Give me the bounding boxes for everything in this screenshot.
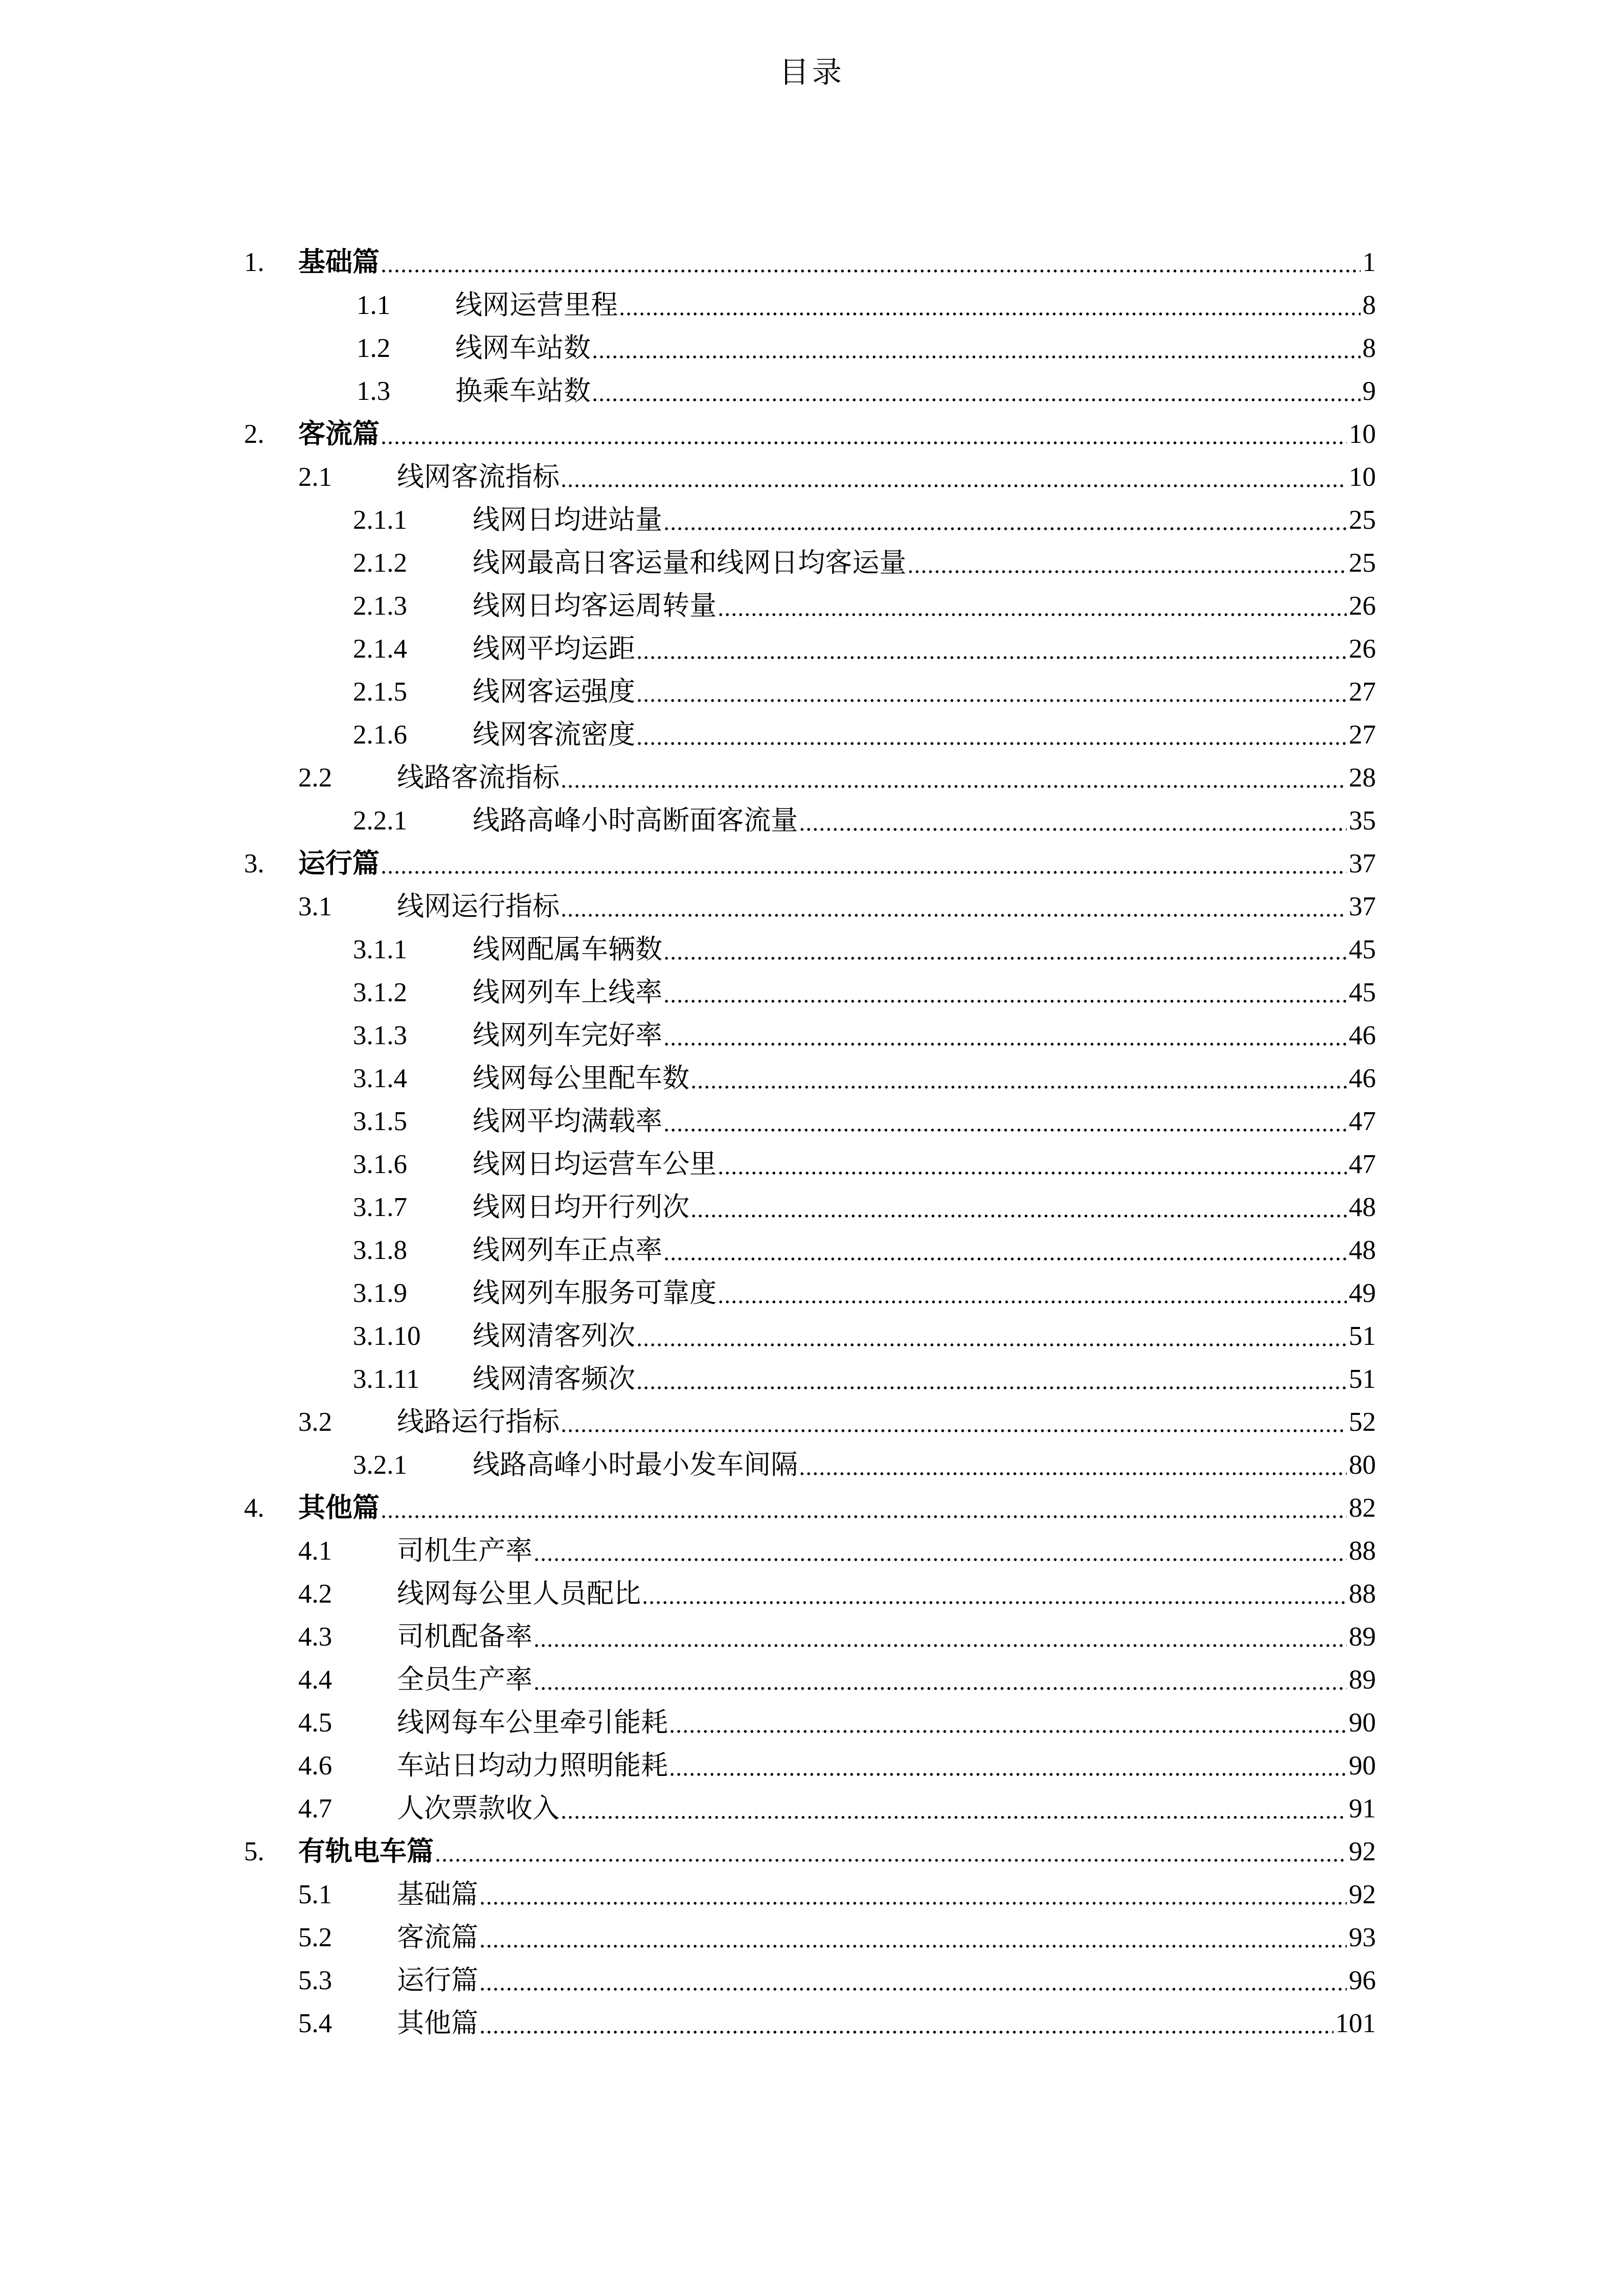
toc-entry-title: 线网列车服务可靠度 — [473, 1278, 717, 1308]
dot-leader — [561, 1401, 1347, 1444]
dot-leader — [663, 1229, 1347, 1272]
toc-entry-number: 5.1 — [298, 1880, 332, 1909]
toc-entry[interactable] — [0, 928, 1376, 971]
toc-entry-number: 3.2.1 — [353, 1450, 407, 1480]
toc-entry-title: 运行篇 — [298, 849, 380, 879]
toc-entry[interactable] — [0, 1143, 1376, 1186]
toc-entry-number: 3.1 — [298, 892, 332, 921]
toc-entry-number: 1. — [244, 247, 264, 277]
toc-entry-page: 9 — [1362, 376, 1376, 406]
toc-entry-title: 线网清客列次 — [473, 1321, 635, 1351]
toc-entry-title: 线网列车上线率 — [473, 978, 662, 1007]
dot-leader — [636, 1315, 1347, 1358]
toc-entry[interactable] — [0, 885, 1376, 928]
toc-entry-page: 47 — [1349, 1150, 1376, 1179]
dot-leader — [799, 799, 1347, 842]
toc-entry-page: 80 — [1349, 1450, 1376, 1480]
toc-entry-number: 3.1.7 — [353, 1192, 407, 1222]
toc-entry-page: 28 — [1349, 763, 1376, 793]
toc-entry-page: 88 — [1349, 1536, 1376, 1566]
dot-leader — [381, 241, 1361, 284]
toc-entry-number: 2.1.6 — [353, 720, 407, 750]
toc-entry[interactable] — [0, 1401, 1376, 1444]
dot-leader — [663, 928, 1347, 971]
toc-entry-number: 3. — [244, 849, 264, 879]
dot-leader — [381, 413, 1347, 456]
toc-entry-number: 3.2 — [298, 1407, 332, 1437]
toc-entry-title: 线网运行指标 — [397, 892, 560, 921]
toc-entry-page: 25 — [1349, 548, 1376, 578]
toc-entry-title: 客流篇 — [298, 419, 380, 449]
toc-entry-number: 4. — [244, 1493, 264, 1523]
toc-entry-number: 3.1.3 — [353, 1021, 407, 1050]
toc-entry-page: 52 — [1349, 1407, 1376, 1437]
toc-entry-page: 48 — [1349, 1235, 1376, 1265]
toc-entry-page: 25 — [1349, 505, 1376, 535]
dot-leader — [479, 1873, 1347, 1916]
toc-entry-title: 司机配备率 — [397, 1622, 532, 1652]
toc-entry-title: 其他篇 — [397, 2009, 478, 2038]
dot-leader — [561, 1787, 1347, 1830]
toc-entry[interactable] — [0, 1444, 1376, 1487]
toc-entry-number: 4.1 — [298, 1536, 332, 1566]
toc-entry-page: 37 — [1349, 892, 1376, 921]
toc-entry-number: 4.3 — [298, 1622, 332, 1652]
toc-entry-page: 37 — [1349, 849, 1376, 879]
toc-entry-number: 5.3 — [298, 1966, 332, 1995]
toc-entry-number: 4.7 — [298, 1794, 332, 1824]
toc-entry-title: 线网车站数 — [455, 333, 591, 363]
dot-leader — [663, 1014, 1347, 1057]
toc-entry[interactable] — [0, 284, 1376, 327]
toc-entry-page: 45 — [1349, 935, 1376, 964]
toc-entry-title: 线路高峰小时高断面客流量 — [473, 806, 798, 836]
toc-entry-number: 2.1 — [298, 462, 332, 492]
dot-leader — [381, 842, 1347, 885]
toc-entry[interactable] — [0, 670, 1376, 713]
toc-entry-page: 51 — [1349, 1364, 1376, 1394]
dot-leader — [561, 456, 1347, 499]
toc-entry-title: 线网每公里配车数 — [473, 1064, 689, 1093]
toc-entry-page: 46 — [1349, 1064, 1376, 1093]
dot-leader — [691, 1186, 1347, 1229]
table-of-contents — [0, 241, 1376, 2045]
toc-entry[interactable] — [0, 842, 1376, 885]
toc-entry-title: 线网列车完好率 — [473, 1021, 662, 1050]
toc-entry[interactable] — [0, 1701, 1376, 1744]
toc-entry-title: 运行篇 — [397, 1966, 478, 1995]
toc-entry-title: 车站日均动力照明能耗 — [397, 1751, 668, 1781]
toc-entry[interactable] — [0, 1487, 1376, 1529]
toc-entry-number: 2.1.1 — [353, 505, 407, 535]
toc-entry[interactable] — [0, 1572, 1376, 1615]
toc-entry-number: 3.1.9 — [353, 1278, 407, 1308]
dot-leader — [619, 284, 1361, 327]
toc-entry-number: 4.6 — [298, 1751, 332, 1781]
dot-leader — [907, 542, 1347, 584]
toc-entry-page: 89 — [1349, 1665, 1376, 1695]
toc-entry-page: 101 — [1335, 2009, 1376, 2038]
toc-entry-page: 8 — [1362, 333, 1376, 363]
toc-entry-title: 线网运营里程 — [455, 290, 618, 320]
toc-entry-number: 3.1.4 — [353, 1064, 407, 1093]
toc-entry-page: 91 — [1349, 1794, 1376, 1824]
toc-entry[interactable] — [0, 1057, 1376, 1100]
toc-entry[interactable] — [0, 1272, 1376, 1315]
toc-entry-number: 2.1.5 — [353, 677, 407, 707]
toc-entry[interactable] — [0, 241, 1376, 284]
toc-entry-title: 线路客流指标 — [397, 763, 560, 793]
toc-entry[interactable] — [0, 1186, 1376, 1229]
toc-entry-page: 10 — [1349, 419, 1376, 449]
toc-entry[interactable] — [0, 1830, 1376, 1873]
toc-entry-page: 93 — [1349, 1923, 1376, 1952]
dot-leader — [533, 1615, 1347, 1658]
toc-entry[interactable] — [0, 499, 1376, 542]
toc-entry-title: 其他篇 — [298, 1493, 380, 1523]
dot-leader — [479, 1959, 1347, 2002]
dot-leader — [636, 670, 1347, 713]
toc-entry[interactable] — [0, 1787, 1376, 1830]
toc-entry-page: 35 — [1349, 806, 1376, 836]
toc-entry-number: 2.2 — [298, 763, 332, 793]
toc-entry[interactable] — [0, 1529, 1376, 1572]
toc-entry-page: 47 — [1349, 1107, 1376, 1136]
toc-entry-page: 27 — [1349, 720, 1376, 750]
dot-leader — [479, 2002, 1333, 2045]
dot-leader — [663, 971, 1347, 1014]
toc-entry-title: 人次票款收入 — [397, 1794, 560, 1824]
dot-leader — [691, 1057, 1347, 1100]
toc-entry-page: 10 — [1349, 462, 1376, 492]
dot-leader — [435, 1830, 1347, 1873]
toc-entry-title: 线网日均开行列次 — [473, 1192, 689, 1222]
toc-entry[interactable] — [0, 1315, 1376, 1358]
toc-entry-title: 线路高峰小时最小发车间隔 — [473, 1450, 798, 1480]
dot-leader — [669, 1744, 1347, 1787]
dot-leader — [718, 1272, 1347, 1315]
toc-entry-page: 89 — [1349, 1622, 1376, 1652]
toc-entry-title: 基础篇 — [397, 1880, 478, 1909]
dot-leader — [636, 1358, 1347, 1401]
toc-entry[interactable] — [0, 1014, 1376, 1057]
toc-entry[interactable] — [0, 1658, 1376, 1701]
toc-entry-number: 3.1.5 — [353, 1107, 407, 1136]
toc-entry[interactable] — [0, 1744, 1376, 1787]
dot-leader — [592, 370, 1361, 413]
dot-leader — [799, 1444, 1347, 1487]
toc-entry-title: 基础篇 — [298, 247, 380, 277]
toc-entry-title: 线网客流指标 — [397, 462, 560, 492]
toc-entry-title: 线网清客频次 — [473, 1364, 635, 1394]
toc-entry-page: 49 — [1349, 1278, 1376, 1308]
page-title: 目录 — [779, 56, 845, 89]
dot-leader — [533, 1658, 1347, 1701]
toc-entry-page: 46 — [1349, 1021, 1376, 1050]
toc-entry-number: 5.2 — [298, 1923, 332, 1952]
toc-entry-page: 48 — [1349, 1192, 1376, 1222]
toc-entry[interactable] — [0, 456, 1376, 499]
dot-leader — [592, 327, 1361, 370]
toc-entry[interactable] — [0, 2002, 1376, 2045]
toc-entry-title: 线网客运强度 — [473, 677, 635, 707]
toc-entry-page: 27 — [1349, 677, 1376, 707]
toc-entry-page: 90 — [1349, 1751, 1376, 1781]
dot-leader — [479, 1916, 1347, 1959]
toc-entry-number: 4.5 — [298, 1708, 332, 1738]
toc-entry[interactable] — [0, 1959, 1376, 2002]
toc-entry-number: 2. — [244, 419, 264, 449]
dot-leader — [663, 499, 1347, 542]
dot-leader — [561, 885, 1347, 928]
dot-leader — [718, 1143, 1347, 1186]
dot-leader — [533, 1529, 1347, 1572]
dot-leader — [669, 1701, 1347, 1744]
toc-entry-number: 3.1.11 — [353, 1364, 420, 1394]
toc-entry[interactable] — [0, 542, 1376, 584]
toc-entry-title: 线网日均客运周转量 — [473, 591, 717, 621]
toc-entry-page: 26 — [1349, 591, 1376, 621]
toc-entry[interactable] — [0, 1916, 1376, 1959]
toc-entry-number: 3.1.2 — [353, 978, 407, 1007]
toc-entry[interactable] — [0, 1358, 1376, 1401]
toc-entry-number: 2.2.1 — [353, 806, 407, 836]
toc-entry-page: 96 — [1349, 1966, 1376, 1995]
toc-entry[interactable] — [0, 584, 1376, 627]
toc-entry-page: 26 — [1349, 634, 1376, 664]
toc-entry-number: 4.4 — [298, 1665, 332, 1695]
toc-entry-page: 92 — [1349, 1880, 1376, 1909]
toc-entry-title: 线网平均满载率 — [473, 1107, 662, 1136]
dot-leader — [381, 1487, 1347, 1529]
toc-entry-page: 51 — [1349, 1321, 1376, 1351]
toc-entry[interactable] — [0, 713, 1376, 756]
dot-leader — [718, 584, 1347, 627]
toc-entry-title: 客流篇 — [397, 1923, 478, 1952]
toc-entry-number: 3.1.10 — [353, 1321, 421, 1351]
toc-entry[interactable] — [0, 1100, 1376, 1143]
toc-entry-title: 线网平均运距 — [473, 634, 635, 664]
toc-entry[interactable] — [0, 370, 1376, 413]
toc-entry[interactable] — [0, 971, 1376, 1014]
toc-entry-title: 线网列车正点率 — [473, 1235, 662, 1265]
dot-leader — [636, 713, 1347, 756]
toc-entry-title: 线路运行指标 — [397, 1407, 560, 1437]
toc-entry-title: 司机生产率 — [397, 1536, 532, 1566]
toc-entry[interactable] — [0, 799, 1376, 842]
toc-entry-title: 全员生产率 — [397, 1665, 532, 1695]
toc-entry-number: 3.1.1 — [353, 935, 407, 964]
toc-entry-number: 2.1.2 — [353, 548, 407, 578]
toc-entry-title: 线网客流密度 — [473, 720, 635, 750]
toc-entry-number: 5.4 — [298, 2009, 332, 2038]
toc-entry-page: 45 — [1349, 978, 1376, 1007]
toc-entry-page: 82 — [1349, 1493, 1376, 1523]
toc-entry-title: 线网配属车辆数 — [473, 935, 662, 964]
toc-entry[interactable] — [0, 413, 1376, 456]
toc-entry-title: 换乘车站数 — [455, 376, 591, 406]
toc-entry-number: 3.1.6 — [353, 1150, 407, 1179]
toc-entry-title: 线网最高日客运量和线网日均客运量 — [473, 548, 906, 578]
toc-entry-title: 线网每公里人员配比 — [397, 1579, 641, 1609]
toc-entry[interactable] — [0, 627, 1376, 670]
toc-entry-title: 有轨电车篇 — [298, 1837, 434, 1866]
toc-entry-page: 90 — [1349, 1708, 1376, 1738]
toc-entry-page: 88 — [1349, 1579, 1376, 1609]
toc-entry-number: 3.1.8 — [353, 1235, 407, 1265]
toc-entry[interactable] — [0, 1873, 1376, 1916]
dot-leader — [642, 1572, 1347, 1615]
toc-entry[interactable] — [0, 1615, 1376, 1658]
dot-leader — [561, 756, 1347, 799]
toc-entry-number: 5. — [244, 1837, 264, 1866]
dot-leader — [636, 627, 1347, 670]
toc-entry[interactable] — [0, 756, 1376, 799]
toc-entry-title: 线网每车公里牵引能耗 — [397, 1708, 668, 1738]
toc-entry-number: 1.3 — [357, 376, 391, 406]
toc-entry[interactable] — [0, 1229, 1376, 1272]
toc-entry-title: 线网日均进站量 — [473, 505, 662, 535]
toc-entry-page: 8 — [1362, 290, 1376, 320]
dot-leader — [663, 1100, 1347, 1143]
toc-entry-page: 1 — [1362, 247, 1376, 277]
toc-entry-number: 2.1.3 — [353, 591, 407, 621]
toc-entry-number: 1.2 — [357, 333, 391, 363]
toc-entry-number: 1.1 — [357, 290, 391, 320]
toc-entry[interactable] — [0, 327, 1376, 370]
toc-entry-page: 92 — [1349, 1837, 1376, 1866]
toc-entry-title: 线网日均运营车公里 — [473, 1150, 717, 1179]
toc-entry-number: 4.2 — [298, 1579, 332, 1609]
toc-entry-number: 2.1.4 — [353, 634, 407, 664]
